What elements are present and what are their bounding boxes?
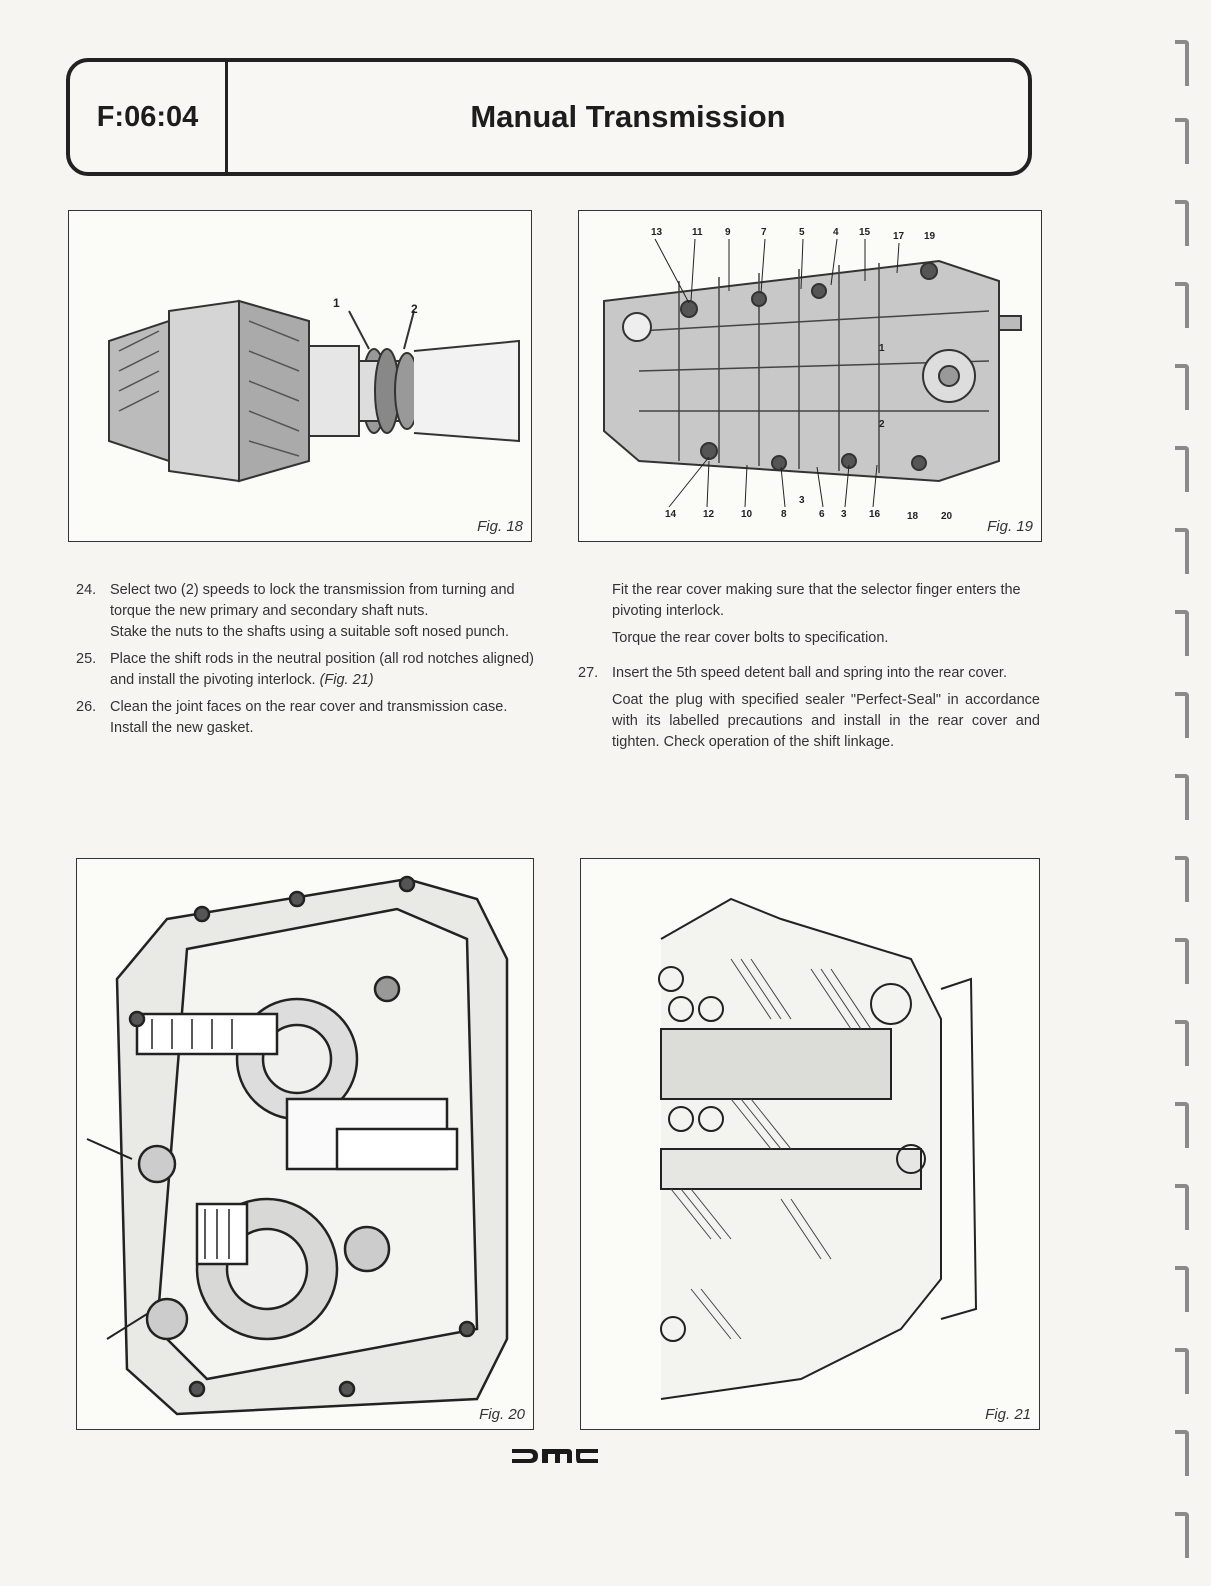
callout-9: 9: [725, 227, 731, 238]
right-text-column: [578, 580, 1040, 759]
figure-reference: (Fig. 21): [319, 672, 374, 688]
callout-1: 1: [333, 296, 340, 310]
continued-text: Torque the rear cover bolts to specification.: [612, 630, 889, 646]
page-header: [66, 58, 1032, 176]
callout-12: 12: [703, 509, 715, 520]
step-number: 27.: [578, 665, 599, 681]
figure-caption: Fig. 18: [477, 518, 523, 535]
callout-17: 17: [893, 231, 905, 242]
step-number: 24.: [76, 582, 97, 598]
callout-11: 11: [692, 227, 703, 238]
continued-text: Fit the rear cover making sure that the selector finger enters the pivoting interlock.: [612, 582, 1021, 619]
step-text: Clean the joint faces on the rear cover and transmission case. Install the new gasket.: [110, 699, 508, 736]
figure-caption: Fig. 21: [985, 1406, 1031, 1423]
callout-10: 10: [741, 509, 753, 520]
callout-14: 14: [665, 509, 677, 520]
rear-cover-illustration: [77, 859, 534, 1430]
page-title: Manual Transmission: [470, 99, 786, 134]
figure-caption: Fig. 20: [479, 1406, 525, 1423]
callout-inner-3: 3: [799, 495, 805, 506]
callout-18: 18: [907, 511, 919, 522]
dmc-logo: [510, 1446, 600, 1466]
callout-20: 20: [941, 511, 953, 522]
callout-15: 15: [859, 227, 871, 238]
figure-caption: Fig. 19: [987, 518, 1033, 535]
step-24: [76, 580, 534, 643]
shaft-gear-illustration: [69, 211, 532, 542]
figure-18: [68, 210, 532, 542]
binder-tabs: [1161, 0, 1211, 1586]
left-text-column: [76, 580, 534, 745]
step-27: [578, 663, 1040, 753]
callout-7: 7: [761, 227, 767, 238]
cross-section-illustration: [581, 859, 1040, 1430]
callout-13: 13: [651, 227, 663, 238]
callout-6: 6: [819, 509, 825, 520]
step-number: 25.: [76, 651, 97, 667]
transmission-case-illustration: [579, 211, 1042, 542]
step-text: Coat the plug with specified sealer "Perfect-Seal" in accordance with its labelled precautions and install in the rear cover and tighten. Check operation of the shift linkage.: [612, 692, 1040, 750]
figure-20: [76, 858, 534, 1430]
figure-21: [580, 858, 1040, 1430]
step-text: Select two (2) speeds to lock the transmission from turning and torque the new primary and secondary shaft nuts.: [110, 582, 515, 619]
section-code: F:06:04: [70, 62, 228, 172]
step-25: [76, 649, 534, 691]
callout-inner-2: 2: [879, 419, 885, 430]
callout-8: 8: [781, 509, 787, 520]
step-number: 26.: [76, 699, 97, 715]
callout-16: 16: [869, 509, 881, 520]
step-26: [76, 697, 534, 739]
callout-inner-1: 1: [879, 343, 885, 354]
step-text: Stake the nuts to the shafts using a suitable soft nosed punch.: [110, 624, 510, 640]
callout-5: 5: [799, 227, 805, 238]
callout-19: 19: [924, 231, 936, 242]
callout-3: 3: [841, 509, 847, 520]
callout-2: 2: [411, 302, 418, 316]
figure-19: [578, 210, 1042, 542]
step-text: Place the shift rods in the neutral position (all rod notches aligned) and install the pivoting interlock.: [110, 651, 534, 688]
step-text: Insert the 5th speed detent ball and spring into the rear cover.: [612, 665, 1007, 681]
callout-4: 4: [833, 227, 839, 238]
